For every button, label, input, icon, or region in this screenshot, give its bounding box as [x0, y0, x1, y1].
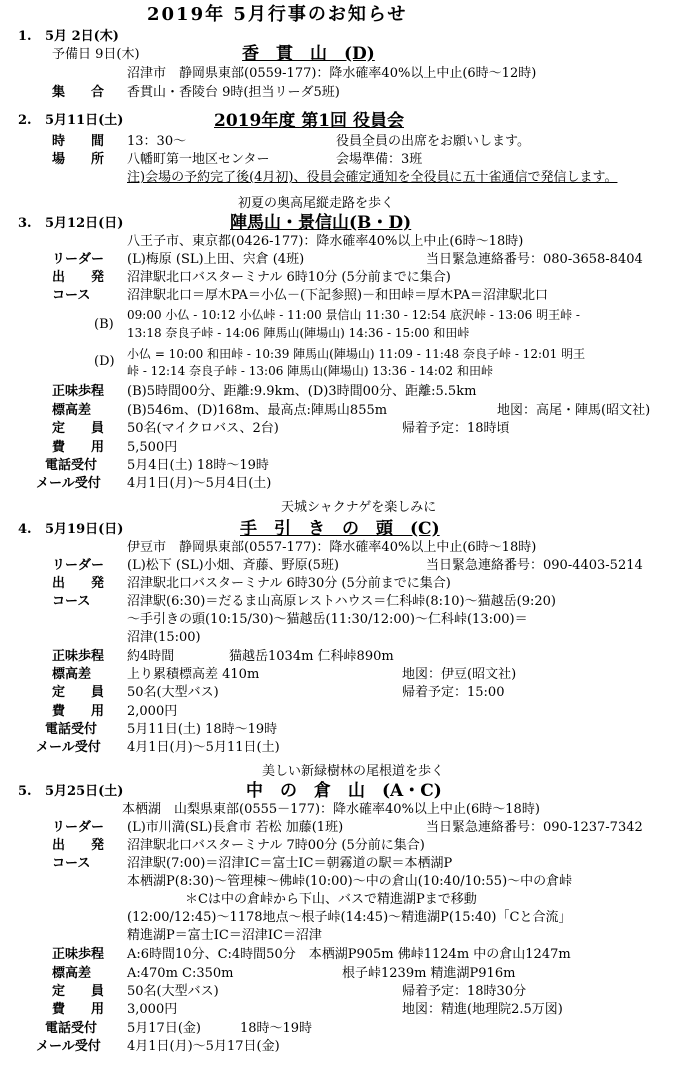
event-3-elev-label: 標高差 [52, 403, 92, 418]
event-5-depart-label: 出 発 [52, 838, 105, 853]
event-4-tel: 5月11日(土) 18時～19時 [127, 722, 278, 737]
event-3-number: 3. [18, 216, 32, 231]
event-4-fee: 2,000円 [127, 704, 178, 719]
event-3-b-line-1: 09:00 小仏 - 10:12 小仏峠 - 11:00 景信山 11:30 - 12:54 底沢峠 - 13:06 明王峠 - [127, 308, 580, 322]
event-3-mountain: 陣馬山・景信山(B・D) [230, 213, 412, 233]
event-4-walk-label: 正味歩程 [52, 649, 105, 664]
event-1-gather: 香貫山・香陵台 9時(担当リーダ5班) [127, 85, 340, 100]
event-1-number: 1. [18, 29, 32, 44]
event-5-course-line-2: 本栖湖P(8:30)～管理棟～佛峠(10:00)～中の倉山(10:40/10:55)～中の倉峠 [127, 874, 573, 889]
event-3-fee-label: 費 用 [52, 440, 105, 455]
event-1-reserve-day: 予備日 9日(木) [52, 47, 140, 62]
event-3-tel-label: 電話受付 [45, 458, 98, 473]
event-4-walk-note: 猫越岳1034m 仁科峠890m [229, 649, 394, 664]
event-3-date: 5月12日(日) [45, 216, 124, 231]
event-3-depart-label: 出 発 [52, 270, 105, 285]
event-3-cap-label: 定 員 [52, 421, 105, 436]
event-3-fee: 5,500円 [127, 440, 178, 455]
event-3-walk: (B)5時間00分、距離:9.9km、(D)3時間00分、距離:5.5km [127, 384, 477, 399]
event-5-course-line-3: ＊Cは中の倉峠から下山、バスで精進湖Pまで移動 [185, 892, 477, 907]
event-5-course-label: コース [52, 856, 91, 871]
event-5-subtitle: 美しい新緑樹林の尾根道を歩く [262, 764, 445, 779]
event-4-cap: 50名(大型バス) [127, 685, 219, 700]
event-5-fee: 3,000円 [127, 1002, 178, 1017]
event-4-date: 5月19日(日) [45, 522, 124, 537]
event-5-elev: A:470m C:350m [127, 966, 234, 981]
event-4-leader-label: リーダー [52, 558, 105, 573]
event-3-walk-label: 正味歩程 [52, 384, 105, 399]
event-5-walk: A:6時間10分、C:4時間50分 本栖湖P905m 佛峠1124m 中の倉山1247m [127, 947, 571, 962]
event-4-number: 4. [18, 522, 32, 537]
event-5-cap-label: 定 員 [52, 984, 105, 999]
event-4-course-line-3: 沼津(15:00) [127, 630, 201, 645]
event-5-cap: 50名(大型バス) [127, 984, 219, 999]
event-2-place-note: 会場準備：3班 [336, 152, 423, 167]
event-2-note: 注)会場の予約完了後(4月初)、役員会確定通知を全役員に五十雀通信で発信します。 [127, 170, 618, 185]
event-4-cap-label: 定 員 [52, 685, 105, 700]
event-2-place-label: 場 所 [52, 152, 105, 167]
event-2-title: 2019年度 第1回 役員会 [214, 111, 404, 131]
event-5-tel: 5月17日(金) 18時～19時 [127, 1021, 313, 1036]
event-4-emergency: 当日緊急連絡番号：090-4403-5214 [426, 558, 643, 573]
event-3-map: 地図：高尾・陣馬(昭文社) [497, 403, 651, 418]
event-1-area: 沼津市 静岡県東部(0559-177)：降水確率40%以上中止(6時～12時) [127, 66, 537, 81]
event-4-elev-label: 標高差 [52, 667, 92, 682]
event-5-course-line-1: 沼津駅(7:00)＝沼津IC＝富士IC＝朝霧道の駅＝本栖湖P [127, 856, 453, 871]
event-5-return: 帰着予定：18時30分 [402, 984, 527, 999]
event-3-d-label: (D) [94, 354, 115, 369]
event-5-fee-label: 費 用 [52, 1002, 105, 1017]
event-5-leader-label: リーダー [52, 820, 105, 835]
event-5-elev-label: 標高差 [52, 966, 92, 981]
event-5-emergency: 当日緊急連絡番号：090-1237-7342 [426, 820, 643, 835]
event-3-course-label: コース [52, 288, 91, 303]
event-4-depart-label: 出 発 [52, 576, 105, 591]
event-2-time: 13：30～ [127, 134, 187, 149]
event-5-course-line-4: (12:00/12:45)～1178地点～根子峠(14:45)～精進湖P(15:40)「Cと合流」 [127, 910, 572, 925]
event-5-depart: 沼津駅北口バスターミナル 7時00分 (5分前に集合) [127, 838, 425, 853]
event-4-mail: 4月1日(月)～5月11日(土) [127, 740, 280, 755]
event-3-d-line-1: 小仏 = 10:00 和田峠 - 10:39 陣馬山(陣場山) 11:09 - 11:48 奈良子峠 - 12:01 明王 [127, 347, 586, 361]
event-4-course-line-1: 沼津駅(6:30)＝だるま山高原レストハウス＝仁科峠(8:10)～猫越岳(9:20) [127, 594, 556, 609]
event-3-b-label: (B) [94, 317, 114, 332]
event-4-mountain: 手 引 き の 頭 (C) [240, 519, 440, 539]
event-3-subtitle: 初夏の奥高尾縦走路を歩く [238, 196, 395, 211]
event-5-mail-label: メール受付 [36, 1039, 101, 1054]
event-3-elev: (B)546m、(D)168m、最高点:陣馬山855m [127, 403, 388, 418]
event-5-date: 5月25日(土) [45, 784, 124, 799]
event-5-area: 本栖湖 山梨県東部(0555－177)：降水確率40%以上中止(6時～18時) [122, 802, 540, 817]
event-4-fee-label: 費 用 [52, 704, 105, 719]
event-2-date: 5月11日(土) [45, 113, 124, 128]
event-1-date: 5月 2日(木) [45, 29, 119, 44]
event-3-return: 帰着予定：18時頃 [402, 421, 510, 436]
event-3-mail: 4月1日(月)～5月4日(土) [127, 476, 272, 491]
event-4-subtitle: 天城シャクナゲを楽しみに [281, 500, 437, 515]
event-3-tel: 5月4日(土) 18時～19時 [127, 458, 269, 473]
event-5-map: 地図：精進(地理院2.5万図) [402, 1002, 563, 1017]
event-4-mail-label: メール受付 [36, 740, 101, 755]
event-3-b-line-2: 13:18 奈良子峠 - 14:06 陣馬山(陣場山) 14:36 - 15:00 和田峠 [127, 326, 470, 340]
event-4-elev: 上り累積標高差 410m [127, 667, 260, 682]
event-4-walk: 約4時間 [127, 649, 175, 664]
event-5-walk-label: 正味歩程 [52, 947, 105, 962]
event-5-elev-note: 根子峠1239m 精進湖P916m [342, 966, 516, 981]
event-4-leader: (L)松下 (SL)小畑、斉藤、野原(5班) [127, 558, 340, 573]
event-4-course-line-2: ～手引きの頭(10:15/30)～猫越岳(11:30/12:00)～仁科峠(13:00)＝ [127, 612, 528, 627]
event-5-number: 5. [18, 784, 32, 799]
event-2-time-label: 時 間 [52, 134, 105, 149]
page-title: 2019年 5月行事のお知らせ [147, 4, 408, 25]
event-2-place: 八幡町第一地区センター [127, 152, 270, 167]
event-1-mountain: 香 貫 山 (D) [242, 44, 375, 64]
event-5-leader: (L)市川満(SL)長倉市 若松 加藤(1班) [127, 820, 344, 835]
event-3-emergency: 当日緊急連絡番号：080-3658-8404 [426, 252, 643, 267]
event-4-return: 帰着予定：15:00 [402, 685, 505, 700]
event-5-mail: 4月1日(月)～5月17日(金) [127, 1039, 280, 1054]
event-3-cap: 50名(マイクロバス、2台) [127, 421, 279, 436]
event-4-area: 伊豆市 静岡県東部(0557-177)：降水確率40%以上中止(6時～18時) [127, 540, 537, 555]
event-3-leader-label: リーダー [52, 252, 105, 267]
event-4-map: 地図：伊豆(昭文社) [402, 667, 517, 682]
event-5-course-line-5: 精進湖P＝富士IC＝沼津IC＝沼津 [127, 928, 322, 943]
event-3-course: 沼津駅北口＝厚木PA＝小仏－(下記参照)－和田峠＝厚木PA＝沼津駅北口 [127, 288, 549, 303]
event-4-course-label: コース [52, 594, 91, 609]
event-1-gather-label: 集 合 [52, 85, 105, 100]
event-3-mail-label: メール受付 [36, 476, 101, 491]
event-2-time-note: 役員全員の出席をお願いします。 [336, 134, 530, 149]
event-3-depart: 沼津駅北口バスターミナル 6時10分 (5分前までに集合) [127, 270, 451, 285]
event-2-number: 2. [18, 113, 32, 128]
event-3-d-line-2: 峠 - 12:14 奈良子峠 - 13:06 陣馬山(陣場山) 13:36 - 14:02 和田峠 [127, 364, 494, 378]
event-4-tel-label: 電話受付 [45, 722, 98, 737]
event-5-mountain: 中 の 倉 山 (A・C) [246, 781, 442, 801]
event-5-tel-label: 電話受付 [45, 1021, 98, 1036]
event-3-area: 八王子市、東京都(0426-177)：降水確率40%以上中止(6時～18時) [127, 234, 524, 249]
event-3-leader: (L)梅原 (SL)上田、宍倉 (4班) [127, 252, 305, 267]
event-4-depart: 沼津駅北口バスターミナル 6時30分 (5分前までに集合) [127, 576, 451, 591]
